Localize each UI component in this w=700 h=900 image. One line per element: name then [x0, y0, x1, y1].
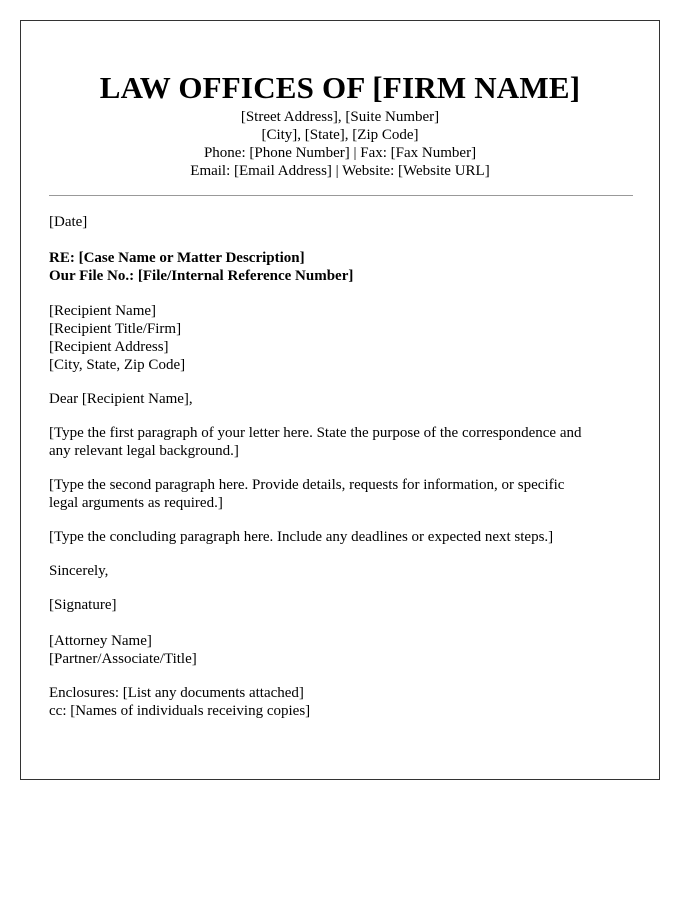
- attorney-block: [49, 632, 633, 668]
- attorney-name: [Attorney Name]: [49, 633, 152, 649]
- paragraph-1: [49, 424, 633, 460]
- letter-page: [20, 20, 660, 780]
- attorney-title: [Partner/Associate/Title]: [49, 651, 197, 667]
- letterhead-address-block: [21, 108, 659, 180]
- signature-line: [49, 596, 633, 614]
- date-line: [49, 213, 633, 231]
- signature-text: [Signature]: [49, 597, 117, 613]
- recipient-address: [Recipient Address]: [49, 339, 169, 355]
- enclosures-line: Enclosures: [List any documents attached]: [49, 685, 304, 701]
- street-address-line: [Street Address], [Suite Number]: [240, 109, 440, 125]
- closing-text: Sincerely,: [49, 563, 109, 579]
- reference-block: [49, 249, 633, 285]
- file-number-line: Our File No.: [File/Internal Reference Number]: [49, 268, 354, 284]
- recipient-name: [Recipient Name]: [49, 303, 157, 319]
- paragraph-2-line-2: legal arguments as required.]: [49, 495, 223, 511]
- cc-line: cc: [Names of individuals receiving copies]: [49, 703, 311, 719]
- re-line: RE: [Case Name or Matter Description]: [49, 250, 305, 266]
- recipient-city: [City, State, Zip Code]: [49, 357, 186, 373]
- phone-fax-line: Phone: [Phone Number] | Fax: [Fax Number]: [203, 145, 477, 161]
- date-text: [Date]: [49, 214, 88, 230]
- firm-name-title: LAW OFFICES OF [FIRM NAME]: [99, 70, 581, 105]
- recipient-title: [Recipient Title/Firm]: [49, 321, 182, 337]
- city-state-zip-line: [City], [State], [Zip Code]: [261, 127, 419, 143]
- closing: [49, 562, 633, 580]
- paragraph-1-line-1: [Type the first paragraph of your letter here. State the purpose of the correspondence and: [49, 425, 582, 441]
- paragraph-3: [49, 528, 633, 546]
- salutation-text: Dear [Recipient Name],: [49, 391, 193, 407]
- letterhead-divider: [49, 195, 633, 196]
- paragraph-3-text: [Type the concluding paragraph here. Include any deadlines or expected next steps.]: [49, 529, 554, 545]
- enclosures-block: [49, 684, 633, 720]
- salutation: [49, 390, 633, 408]
- paragraph-1-line-2: any relevant legal background.]: [49, 443, 239, 459]
- paragraph-2-line-1: [Type the second paragraph here. Provide details, requests for information, or specific: [49, 477, 565, 493]
- paragraph-2: [49, 476, 633, 512]
- email-website-line: Email: [Email Address] | Website: [Website URL]: [190, 163, 490, 179]
- recipient-block: [49, 302, 633, 374]
